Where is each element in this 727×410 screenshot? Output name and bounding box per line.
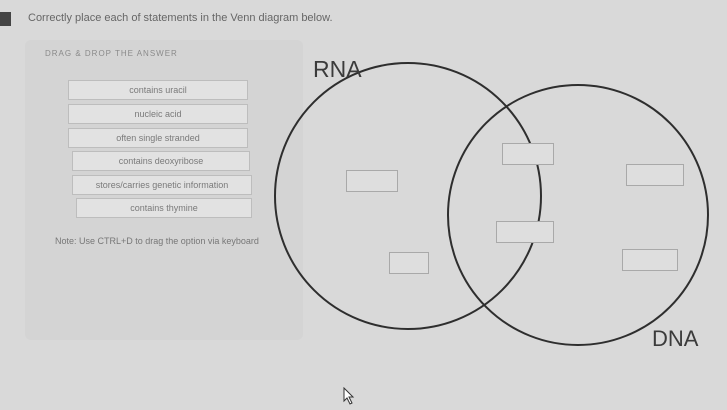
- mouse-pointer-icon: [343, 387, 355, 405]
- drop-slot-both-2[interactable]: [496, 221, 554, 243]
- keyboard-note: Note: Use CTRL+D to drag the option via keyboard: [55, 236, 259, 246]
- drop-slot-rna-only-2[interactable]: [389, 252, 429, 274]
- option-often-single-stranded[interactable]: often single stranded: [68, 128, 248, 148]
- drop-slot-both-1[interactable]: [502, 143, 554, 165]
- drop-slot-dna-only-2[interactable]: [622, 249, 678, 271]
- option-contains-deoxyribose[interactable]: contains deoxyribose: [72, 151, 250, 171]
- option-stores-carries-genetic-information[interactable]: stores/carries genetic information: [72, 175, 252, 195]
- rna-circle: [275, 63, 541, 329]
- option-contains-thymine[interactable]: contains thymine: [76, 198, 252, 218]
- dna-circle: [448, 85, 708, 345]
- drag-drop-panel-title: DRAG & DROP THE ANSWER: [45, 49, 178, 58]
- rna-label: RNA: [313, 56, 362, 82]
- option-contains-uracil[interactable]: contains uracil: [68, 80, 248, 100]
- option-nucleic-acid[interactable]: nucleic acid: [68, 104, 248, 124]
- drop-slot-dna-only-1[interactable]: [626, 164, 684, 186]
- drop-slot-rna-only-1[interactable]: [346, 170, 398, 192]
- dna-label: DNA: [652, 326, 699, 351]
- question-instruction: Correctly place each of statements in the Venn diagram below.: [28, 12, 333, 24]
